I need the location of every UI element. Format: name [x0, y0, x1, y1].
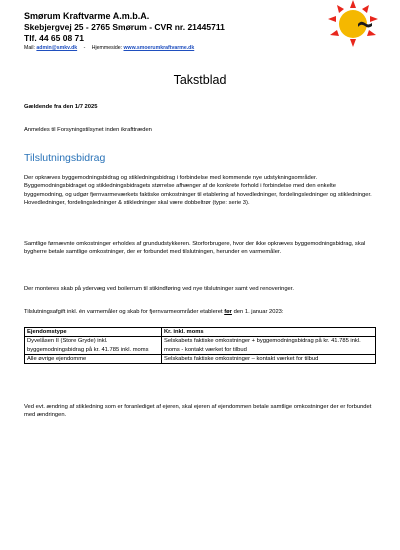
table-row — [25, 354, 376, 363]
regulator-notice: Anmeldes til Forsyningstilsynet inden ikrafttræden — [24, 127, 152, 133]
mail-label: Mail: — [24, 44, 35, 51]
effective-date: Gældende fra den 1/7 2025 — [24, 104, 98, 110]
table-cell: Selskabets faktiske omkostninger – kontakt værket for tilbud — [162, 354, 376, 363]
company-contacts — [24, 45, 225, 52]
table-cell: Alle øvrige ejendomme — [25, 354, 162, 363]
paragraph-closing: Ved evt. ændring af stikledning som er foranlediget af ejeren, skal ejeren af ejendommen betale samtlige omkostninger der er forbundet med ændringen. — [24, 404, 372, 419]
website-label: Hjemmeside: — [91, 44, 123, 51]
company-header — [24, 11, 225, 51]
intro-text-end: den 1. januar 2023: — [233, 309, 284, 315]
column-header: Ejendomstype — [25, 328, 162, 337]
paragraph-cabinet: Der monteres skab på ydervæg ved boilerrum til stikindføring ved nye tilslutninger samt ved renoveringer. — [24, 286, 294, 292]
paragraph-contributions: Der opkræves byggemodningsbidrag og stikledningsbidrag i forbindelse med kommende nye udstykningsområder. Byggemodningsbidraget og stikledningsbidragets størrelse afhænger af de konkrete forhold i forbindelse med den enkelte byggemodning, og udgør fjernvarmeværkets faktiske omkostninger til etablering af hovedledninger, fordelingsledninger og stikledninger. Hovedledninger, fordelingsledninger & stikledninger skal være dobbeltrør (type: serie 3). — [24, 175, 372, 206]
company-phone: Tlf. 44 65 08 71 — [24, 32, 85, 43]
intro-text: Tilslutningsafgift inkl. én varmemåler og skab for fjernvarmeområder etableret — [24, 309, 223, 315]
table-header-row — [25, 328, 376, 337]
table-cell: Selskabets faktiske omkostninger + byggemodningsbidrag på kr. 41.785 inkl. moms - kontakt værket for tilbud — [162, 337, 376, 355]
mail-link[interactable]: admin@smkv.dk — [36, 44, 78, 51]
website-link[interactable]: www.smoerumkraftvarme.dk — [123, 44, 195, 51]
section-heading: Tilslutningsbidrag — [24, 152, 106, 164]
column-header: Kr. inkl. moms — [162, 328, 376, 337]
company-address: Skebjergvej 25 - 2765 Smørum - CVR nr. 21445711 — [24, 22, 225, 33]
company-name: Smørum Kraftvarme A.m.b.A. — [24, 11, 150, 21]
intro-emphasis: før — [224, 309, 232, 315]
sun-logo-icon — [322, 0, 384, 50]
page-title: Takstblad — [173, 73, 227, 87]
tariff-table — [24, 327, 376, 364]
paragraph-costs: Samtlige førnævnte omkostninger erholdes af grundudstykkeren. Storforbrugere, hvor der ikke opkræves byggemodningsbidrag, skal bygherre betale samtlige omkostninger, der er forbundet med tilslutningen, herunder en varmemåler. — [24, 241, 366, 256]
contact-separator: - — [83, 44, 86, 51]
paragraph-connection-fee — [24, 308, 376, 316]
table-cell: Dyvelåsen II (Store Gryde) inkl. byggemodningsbidrag på kr. 41.785 inkl. moms — [25, 337, 162, 355]
table-row — [25, 337, 376, 355]
